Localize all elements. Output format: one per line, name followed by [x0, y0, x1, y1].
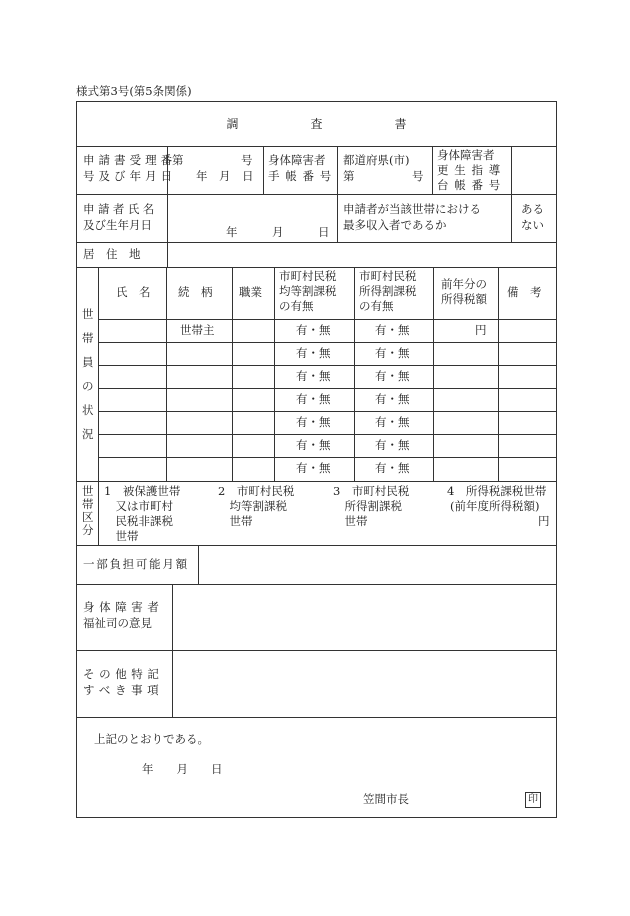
col-tax1-header-1: 市町村民税: [279, 269, 337, 283]
rule: [263, 146, 264, 194]
handbook-label-1: 身体障害者: [268, 153, 326, 167]
statement: 上記のとおりである。: [94, 732, 209, 746]
household-label-1: 世: [82, 307, 94, 321]
category-3-line-2: 所得割課税: [333, 499, 402, 513]
col-tax2-header-2: 所得割課税: [359, 284, 417, 298]
income-question-1: 申請者が当該世帯における: [343, 202, 481, 216]
category-1-line-1: 1 被保護世帯: [104, 484, 181, 498]
rule: [337, 194, 338, 242]
category-1-line-4: 世帯: [104, 529, 139, 543]
rule: [498, 267, 499, 481]
receipt-date: 年 月 日: [196, 169, 254, 183]
special-label-2: すべき事項: [83, 683, 164, 697]
receipt-label-2: 号及び年月日: [83, 169, 177, 183]
tax2-yesno: 有・無: [375, 438, 410, 452]
category-1-line-3: 民税非課税: [104, 514, 173, 528]
head-of-household: 世帯主: [180, 323, 215, 337]
residence-label: 居 住 地: [83, 247, 141, 261]
col-name-header: 氏 名: [116, 285, 151, 299]
tax1-yesno: 有・無: [296, 392, 331, 406]
answer-no: ない: [521, 218, 544, 232]
category-4-yen: 円: [538, 514, 550, 528]
rule: [511, 194, 512, 242]
applicant-label-2: 及び生年月日: [83, 218, 152, 232]
rule: [432, 146, 433, 194]
form-label: 様式第3号(第5条関係): [76, 84, 192, 98]
rule: [98, 267, 99, 481]
col-relation-header: 続 柄: [178, 285, 213, 299]
category-2-line-1: 2 市町村民税: [218, 484, 295, 498]
receipt-label-1: 申請書受理番: [83, 153, 177, 167]
category-label-2: 帯: [82, 497, 94, 511]
rule: [166, 267, 167, 481]
category-2-line-2: 均等割課税: [218, 499, 287, 513]
col-tax2-header-1: 市町村民税: [359, 269, 417, 283]
rule: [76, 650, 557, 651]
category-label-1: 世: [82, 484, 94, 498]
rule: [274, 267, 275, 481]
category-label-4: 分: [82, 523, 94, 537]
welfare-label-1: 身体障害者: [83, 600, 164, 614]
tax2-yesno: 有・無: [375, 415, 410, 429]
rule: [172, 650, 173, 717]
category-label-3: 区: [82, 510, 94, 524]
rule: [76, 717, 557, 718]
tax1-yesno: 有・無: [296, 461, 331, 475]
rule: [76, 267, 557, 268]
col-tax2-header-3: の有無: [359, 299, 394, 313]
rehab-label-2: 更生指導: [437, 163, 506, 177]
category-3-line-3: 世帯: [333, 514, 368, 528]
applicant-label-1: 申請者氏名: [83, 202, 158, 216]
rule: [76, 481, 557, 482]
col-tax1-header-2: 均等割課税: [279, 284, 337, 298]
tax2-yesno: 有・無: [375, 392, 410, 406]
handbook-label-2: 手帳番号: [268, 169, 337, 183]
yen-unit: 円: [475, 323, 487, 337]
tax2-yesno: 有・無: [375, 323, 410, 337]
birth-date: 年 月 日: [226, 225, 330, 239]
rule: [172, 584, 173, 650]
rule: [76, 584, 557, 585]
seal-mark: 印: [525, 792, 541, 808]
col-income-header-1: 前年分の: [441, 277, 487, 291]
rule: [198, 545, 199, 584]
category-2-line-3: 世帯: [218, 514, 253, 528]
tax1-yesno: 有・無: [296, 415, 331, 429]
tax1-yesno: 有・無: [296, 438, 331, 452]
prefecture-label: 都道府県(市): [343, 153, 410, 167]
rule: [511, 146, 512, 194]
tax1-yesno: 有・無: [296, 369, 331, 383]
household-label-2: 帯: [82, 331, 94, 345]
burden-label: 一部負担可能月額: [83, 557, 189, 571]
tax2-yesno: 有・無: [375, 369, 410, 383]
household-label-4: の: [82, 379, 94, 393]
rule: [167, 194, 168, 242]
welfare-label-2: 福祉司の意見: [83, 616, 152, 630]
tax1-yesno: 有・無: [296, 346, 331, 360]
rehab-label-1: 身体障害者: [437, 148, 495, 162]
answer-yes: ある: [521, 202, 544, 216]
prefecture-number: 第 号: [343, 169, 424, 183]
rule: [76, 242, 557, 243]
income-question-2: 最多収入者であるか: [343, 218, 447, 232]
special-label-1: その他特記: [83, 667, 164, 681]
col-tax1-header-3: の有無: [279, 299, 314, 313]
rehab-label-3: 台帳番号: [437, 178, 506, 192]
document-title: 調 査 書: [226, 117, 407, 131]
footer-date: 年 月 日: [142, 762, 223, 776]
category-3-line-1: 3 市町村民税: [333, 484, 410, 498]
rule: [76, 545, 557, 546]
household-label-6: 況: [82, 427, 94, 441]
rule: [76, 146, 557, 147]
category-4-line-1: 4 所得税課税世帯: [447, 484, 547, 498]
rule: [337, 146, 338, 194]
rule: [167, 242, 168, 267]
mayor-title: 笠間市長: [363, 792, 409, 806]
tax2-yesno: 有・無: [375, 346, 410, 360]
col-income-header-2: 所得税額: [441, 292, 487, 306]
category-4-line-2: (前年度所得税額): [450, 499, 540, 513]
rule: [76, 194, 557, 195]
rule: [98, 481, 99, 545]
tax2-yesno: 有・無: [375, 461, 410, 475]
col-note-header: 備 考: [507, 285, 542, 299]
household-label-5: 状: [82, 403, 94, 417]
household-label-3: 員: [82, 355, 94, 369]
rule: [433, 267, 434, 481]
receipt-number: 第 号: [172, 153, 253, 167]
category-1-line-2: 又は市町村: [104, 499, 173, 513]
tax1-yesno: 有・無: [296, 323, 331, 337]
rule: [232, 267, 233, 481]
rule: [354, 267, 355, 481]
col-job-header: 職業: [239, 285, 262, 299]
